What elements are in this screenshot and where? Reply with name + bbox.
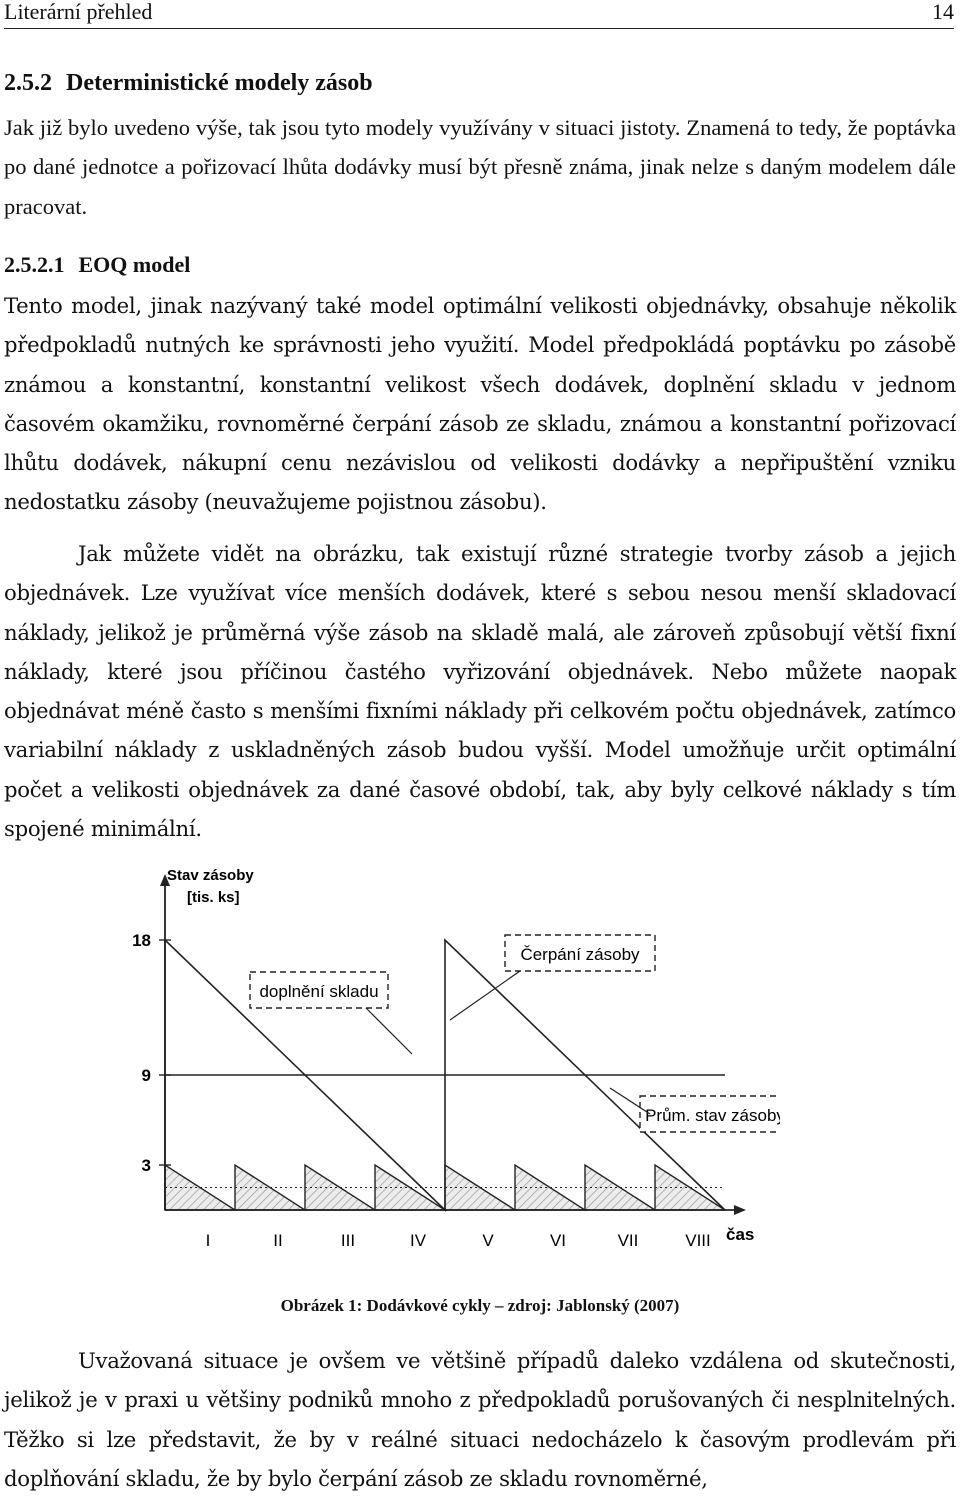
y-tick-label: 3 — [141, 1156, 151, 1175]
page-number: 14 — [932, 0, 954, 24]
subsection-number: 2.5.2.1 — [4, 252, 65, 277]
callout-average-label: Prům. stav zásoby — [645, 1106, 780, 1125]
x-category-label: II — [273, 1231, 283, 1250]
y-tick-label: 18 — [132, 931, 151, 950]
eoq-chart — [120, 860, 780, 1270]
x-category-label: IV — [409, 1231, 427, 1250]
x-category-label: III — [340, 1231, 356, 1250]
x-category-label: V — [482, 1231, 494, 1250]
running-header — [4, 0, 954, 29]
x-category-label: VII — [617, 1231, 639, 1250]
y-tick-label: 9 — [141, 1066, 151, 1085]
x-category-label: I — [205, 1231, 211, 1250]
y-axis-label: Stav zásoby — [167, 867, 254, 884]
paragraph-reality: Uvažovaná situace je ovšem ve většině případů daleko vzdálena od skutečnosti, jelikož je v praxi u většiny podniků mnoho z předpokladů porušovaných či nesplnitelných. Těžko si lze představit, že by v reálné situaci nedocházelo k časovým prodlevám při doplňování skladu, že by bylo čerpání zásob ze skladu rovnoměrné, — [4, 1348, 956, 1491]
y-axis-unit-label: [tis. ks] — [187, 889, 240, 906]
paragraph-model-assumptions: Tento model, jinak nazývaný také model optimální velikosti objednávky, obsahuje několik předpokladů nutných ke správnosti jeho využití. Model předpokládá poptávku po zásobě známou a konstantní, konstantní velikost všech dodávek, doplnění skladu v jednom časovém okamžiku, rovnoměrné čerpání zásob ze skladu, známou a konstantní pořizovací lhůtu dodávek, nákupní cenu nezávislou od velikosti dodávky a nepřipuštění vzniku nedostatku zásoby (neuvažujeme pojistnou zásobu). — [4, 293, 956, 515]
intro-paragraph: Jak již bylo uvedeno výše, tak jsou tyto modely využívány v situaci jistoty. Znamená to tedy, že poptávka po dané jednotce a pořizovací lhůta dodávky musí být přesně známa, jinak nelze s daným modelem dále pracovat. — [4, 115, 956, 219]
callout-replenish-pointer — [366, 1008, 412, 1054]
figure-delivery-cycles — [120, 860, 780, 1270]
subsection-title: EOQ model — [78, 252, 191, 277]
x-category-label: VIII — [685, 1231, 711, 1250]
running-title: Literární přehled — [4, 0, 153, 24]
x-axis-arrow — [734, 1205, 746, 1215]
subsection-heading — [4, 252, 190, 278]
x-axis-label: čas — [726, 1225, 755, 1244]
x-category-label: VI — [549, 1231, 567, 1250]
callout-replenish-label: doplnění skladu — [259, 982, 379, 1001]
paragraph-strategies: Jak můžete vidět na obrázku, tak existují různé strategie tvorby zásob a jejich objednávek. Lze využívat více menších dodávek, které s sebou nesou menší skladovací náklady, jelikož je průměrná výše zásob na skladě malá, ale zároveň způsobují větší fixní náklady, které jsou příčinou častého vyřizování objednávek. Nebo můžete naopak objednávat méně často s menšími fixními náklady při celkovém počtu objednávek, zatímco variabilní náklady z uskladněných zásob budou vyšší. Model umožňuje určit optimální počet a velikosti objednávek za dané časové období, tak, aby byly celkové náklady s tím spojené minimální. — [4, 541, 956, 842]
callout-draw-label: Čerpání zásoby — [520, 945, 640, 964]
section-number: 2.5.2 — [4, 70, 52, 96]
figure-caption: Obrázek 1: Dodávkové cykly – zdroj: Jablonský (2007) — [280, 1296, 680, 1315]
section-title: Deterministické modely zásob — [66, 70, 373, 96]
section-heading — [4, 70, 373, 97]
